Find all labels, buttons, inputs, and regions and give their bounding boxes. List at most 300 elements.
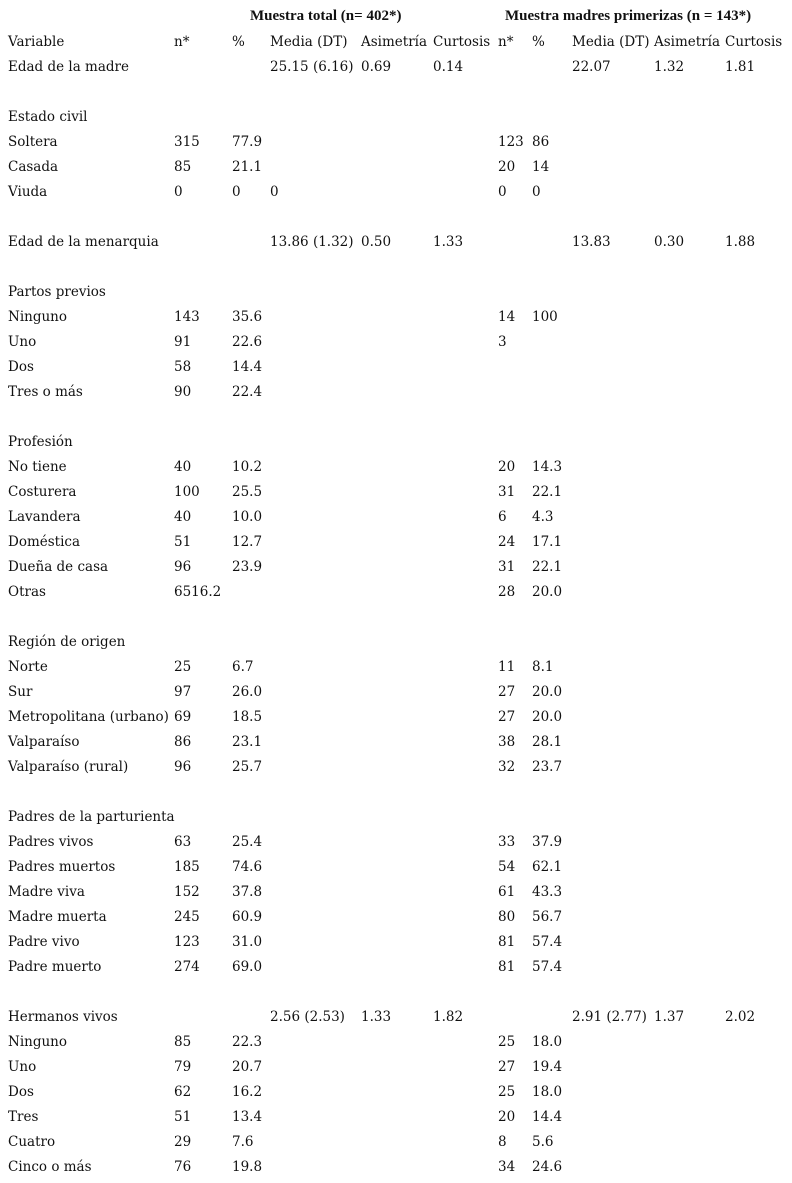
table-cell bbox=[232, 229, 270, 254]
table-row bbox=[0, 629, 792, 654]
table-cell: 315 bbox=[174, 133, 200, 150]
row-label: Cinco o más bbox=[8, 1158, 92, 1175]
spacer-row bbox=[0, 204, 792, 229]
table-cell bbox=[572, 1129, 654, 1154]
table-cell: 10.0 bbox=[232, 508, 263, 525]
table-cell: 20.0 bbox=[532, 683, 563, 700]
table-cell bbox=[572, 1154, 654, 1179]
table-cell: 143 bbox=[174, 308, 200, 325]
table-cell bbox=[654, 279, 725, 304]
table-cell: 20.0 bbox=[532, 708, 563, 725]
table-cell bbox=[654, 554, 725, 579]
table-cell bbox=[725, 454, 792, 479]
table-cell bbox=[433, 479, 498, 504]
table-cell: 40 bbox=[174, 508, 192, 525]
table-cell bbox=[433, 104, 498, 129]
row-label: Casada bbox=[8, 158, 59, 175]
table-cell bbox=[361, 704, 433, 729]
table-row bbox=[0, 1129, 792, 1154]
table-cell bbox=[433, 854, 498, 879]
table-cell bbox=[433, 279, 498, 304]
table-cell bbox=[725, 904, 792, 929]
table-row bbox=[0, 929, 792, 954]
table-cell bbox=[654, 854, 725, 879]
table-cell: 245 bbox=[174, 908, 200, 925]
table-cell bbox=[654, 704, 725, 729]
table-cell bbox=[725, 1054, 792, 1079]
row-label: Padre vivo bbox=[8, 933, 80, 950]
table-cell: 22.3 bbox=[232, 1033, 263, 1050]
table-cell bbox=[232, 104, 270, 129]
table-row bbox=[0, 1154, 792, 1179]
table-cell bbox=[572, 704, 654, 729]
spacer-cell bbox=[0, 79, 792, 104]
table-cell: 17.1 bbox=[532, 533, 563, 550]
table-cell bbox=[270, 854, 361, 879]
table-cell bbox=[270, 704, 361, 729]
table-cell bbox=[572, 829, 654, 854]
spacer-cell bbox=[0, 979, 792, 1004]
row-label: Madre muerta bbox=[8, 908, 107, 925]
table-cell bbox=[361, 954, 433, 979]
table-cell bbox=[572, 679, 654, 704]
table-cell: 19.8 bbox=[232, 1158, 263, 1175]
table-body bbox=[0, 54, 792, 1179]
table-cell bbox=[654, 1054, 725, 1079]
table-cell bbox=[361, 104, 433, 129]
table-cell bbox=[232, 629, 270, 654]
table-cell: 2.02 bbox=[725, 1008, 756, 1025]
table-cell bbox=[174, 429, 232, 454]
table-cell bbox=[270, 904, 361, 929]
row-label: Hermanos vivos bbox=[8, 1008, 118, 1025]
table-cell bbox=[270, 1104, 361, 1129]
row-label: Sur bbox=[8, 683, 33, 700]
table-cell bbox=[532, 54, 572, 79]
table-cell: 0 bbox=[532, 183, 541, 200]
table-cell: 43.3 bbox=[532, 883, 563, 900]
table-cell: 22.4 bbox=[232, 383, 263, 400]
table-cell bbox=[725, 179, 792, 204]
table-cell bbox=[725, 354, 792, 379]
table-cell bbox=[433, 529, 498, 554]
table-cell bbox=[725, 1104, 792, 1129]
table-cell bbox=[270, 479, 361, 504]
table-cell bbox=[654, 829, 725, 854]
table-cell: 25 bbox=[498, 1083, 516, 1100]
table-cell bbox=[654, 729, 725, 754]
table-row bbox=[0, 1079, 792, 1104]
row-label: Uno bbox=[8, 1058, 37, 1075]
table-cell: 1.33 bbox=[433, 233, 464, 250]
table-cell bbox=[725, 704, 792, 729]
table-cell bbox=[572, 1029, 654, 1054]
table-cell bbox=[725, 729, 792, 754]
table-cell bbox=[270, 429, 361, 454]
column-header: n* bbox=[174, 33, 190, 50]
row-label: Valparaíso bbox=[8, 733, 80, 750]
table-cell: 1.82 bbox=[433, 1008, 464, 1025]
table-cell: 14 bbox=[532, 158, 550, 175]
table-row bbox=[0, 129, 792, 154]
table-cell bbox=[654, 104, 725, 129]
table-cell bbox=[572, 329, 654, 354]
table-cell: 13.86 (1.32) bbox=[270, 233, 354, 250]
table-cell bbox=[433, 704, 498, 729]
table-cell bbox=[232, 54, 270, 79]
row-label: Dos bbox=[8, 358, 34, 375]
table-row bbox=[0, 1104, 792, 1129]
column-header: Asimetría bbox=[361, 33, 428, 50]
table-cell: 61 bbox=[498, 883, 516, 900]
table-cell bbox=[361, 1129, 433, 1154]
table-cell: 10.2 bbox=[232, 458, 263, 475]
table-cell: 1.32 bbox=[654, 58, 685, 75]
table-cell bbox=[654, 754, 725, 779]
row-label: Viuda bbox=[8, 183, 48, 200]
table-cell bbox=[654, 654, 725, 679]
table-cell bbox=[361, 929, 433, 954]
table-cell bbox=[654, 1104, 725, 1129]
spacer-cell bbox=[0, 404, 792, 429]
table-row bbox=[0, 1054, 792, 1079]
table-cell bbox=[361, 629, 433, 654]
table-cell: 22.6 bbox=[232, 333, 263, 350]
table-cell: 96 bbox=[174, 558, 192, 575]
table-cell bbox=[361, 179, 433, 204]
table-cell bbox=[654, 429, 725, 454]
table-cell bbox=[725, 1154, 792, 1179]
table-cell: 31 bbox=[498, 483, 516, 500]
table-row bbox=[0, 529, 792, 554]
table-cell: 8.1 bbox=[532, 658, 554, 675]
table-cell bbox=[572, 629, 654, 654]
table-cell bbox=[498, 379, 532, 404]
column-header: n* bbox=[498, 33, 514, 50]
table-cell bbox=[572, 479, 654, 504]
row-label: Tres o más bbox=[8, 383, 83, 400]
table-cell: 5.6 bbox=[532, 1133, 554, 1150]
table-cell bbox=[725, 279, 792, 304]
table-cell bbox=[270, 304, 361, 329]
table-cell: 32 bbox=[498, 758, 516, 775]
column-header: Asimetría bbox=[654, 33, 721, 50]
table-cell bbox=[361, 279, 433, 304]
table-cell bbox=[361, 354, 433, 379]
table-row bbox=[0, 354, 792, 379]
table-cell: 24 bbox=[498, 533, 516, 550]
table-cell: 25 bbox=[174, 658, 192, 675]
column-header: Curtosis bbox=[725, 33, 783, 50]
table-cell bbox=[361, 554, 433, 579]
table-cell bbox=[174, 279, 232, 304]
table-row bbox=[0, 179, 792, 204]
table-row bbox=[0, 379, 792, 404]
column-header: % bbox=[532, 33, 545, 50]
spacer-cell bbox=[0, 204, 792, 229]
table-cell bbox=[532, 329, 572, 354]
table-cell bbox=[654, 679, 725, 704]
row-label: Costurera bbox=[8, 483, 77, 500]
table-cell: 20.7 bbox=[232, 1058, 263, 1075]
table-cell: 8 bbox=[498, 1133, 507, 1150]
table-row bbox=[0, 104, 792, 129]
table-cell: 24.6 bbox=[532, 1158, 563, 1175]
row-label: Doméstica bbox=[8, 533, 81, 550]
table-cell: 80 bbox=[498, 908, 516, 925]
table-cell bbox=[361, 379, 433, 404]
table-cell bbox=[572, 304, 654, 329]
table-cell: 0.14 bbox=[433, 58, 464, 75]
table-cell: 25.5 bbox=[232, 483, 263, 500]
column-header: % bbox=[232, 33, 245, 50]
table-cell bbox=[270, 554, 361, 579]
table-cell: 31.0 bbox=[232, 933, 263, 950]
table-cell: 69.0 bbox=[232, 958, 263, 975]
row-label: Región de origen bbox=[8, 633, 126, 650]
table-cell bbox=[654, 329, 725, 354]
table-cell bbox=[270, 1129, 361, 1154]
table-cell bbox=[572, 729, 654, 754]
table-cell: 57.4 bbox=[532, 933, 563, 950]
table-cell bbox=[654, 929, 725, 954]
table-cell: 69 bbox=[174, 708, 192, 725]
table-cell bbox=[725, 1079, 792, 1104]
table-cell: 62 bbox=[174, 1083, 192, 1100]
table-cell: 18.0 bbox=[532, 1033, 563, 1050]
table-cell: 54 bbox=[498, 858, 516, 875]
table-cell bbox=[572, 1104, 654, 1129]
table-cell: 6.7 bbox=[232, 658, 254, 675]
table-cell bbox=[174, 229, 232, 254]
table-cell bbox=[725, 854, 792, 879]
row-label: Profesión bbox=[8, 433, 73, 450]
table-row bbox=[0, 1004, 792, 1029]
table-cell bbox=[270, 354, 361, 379]
table-cell: 86 bbox=[174, 733, 192, 750]
table-cell: 20 bbox=[498, 1108, 516, 1125]
table-cell bbox=[270, 1154, 361, 1179]
table-cell bbox=[361, 1104, 433, 1129]
table-cell bbox=[654, 804, 725, 829]
table-row bbox=[0, 804, 792, 829]
table-cell bbox=[725, 879, 792, 904]
spacer-row bbox=[0, 254, 792, 279]
table-cell bbox=[498, 1004, 532, 1029]
table-row bbox=[0, 429, 792, 454]
table-cell bbox=[270, 654, 361, 679]
table-cell bbox=[270, 754, 361, 779]
table-cell: 123 bbox=[498, 133, 524, 150]
spacer-row bbox=[0, 604, 792, 629]
table-cell: 29 bbox=[174, 1133, 192, 1150]
table-cell bbox=[270, 679, 361, 704]
table-cell bbox=[532, 354, 572, 379]
table-cell bbox=[270, 829, 361, 854]
table-cell bbox=[361, 1029, 433, 1054]
table-cell: 185 bbox=[174, 858, 200, 875]
table-cell bbox=[725, 329, 792, 354]
table-cell: 123 bbox=[174, 933, 200, 950]
row-label: Lavandera bbox=[8, 508, 81, 525]
table-cell bbox=[270, 129, 361, 154]
row-label: Otras bbox=[8, 583, 46, 600]
row-label: Padre muerto bbox=[8, 958, 102, 975]
table-cell: 2.56 (2.53) bbox=[270, 1008, 345, 1025]
table-cell bbox=[572, 504, 654, 529]
table-cell: 26.0 bbox=[232, 683, 263, 700]
table-cell: 27 bbox=[498, 708, 516, 725]
table-row bbox=[0, 1029, 792, 1054]
table-cell bbox=[572, 879, 654, 904]
table-cell bbox=[433, 504, 498, 529]
table-row bbox=[0, 154, 792, 179]
table-cell: 20 bbox=[498, 458, 516, 475]
table-cell bbox=[498, 354, 532, 379]
row-label: Dueña de casa bbox=[8, 558, 109, 575]
table-cell bbox=[270, 379, 361, 404]
row-label: Norte bbox=[8, 658, 48, 675]
table-cell: 28.1 bbox=[532, 733, 563, 750]
table-cell bbox=[174, 804, 232, 829]
table-cell bbox=[232, 579, 270, 604]
row-label: Padres vivos bbox=[8, 833, 94, 850]
spacer-row bbox=[0, 779, 792, 804]
table-cell bbox=[433, 1104, 498, 1129]
table-cell: 19.4 bbox=[532, 1058, 563, 1075]
table-cell: 23.1 bbox=[232, 733, 263, 750]
table-cell bbox=[572, 129, 654, 154]
table-cell: 37.8 bbox=[232, 883, 263, 900]
table-cell bbox=[433, 754, 498, 779]
table-cell bbox=[270, 154, 361, 179]
spacer-row bbox=[0, 979, 792, 1004]
row-label: Tres bbox=[8, 1108, 39, 1125]
table-cell bbox=[725, 629, 792, 654]
table-row bbox=[0, 279, 792, 304]
table-cell bbox=[572, 529, 654, 554]
row-label: No tiene bbox=[8, 458, 67, 475]
table-cell: 77.9 bbox=[232, 133, 263, 150]
table-cell bbox=[433, 454, 498, 479]
table-cell: 35.6 bbox=[232, 308, 263, 325]
table-cell: 1.33 bbox=[361, 1008, 392, 1025]
table-cell: 1.81 bbox=[725, 58, 756, 75]
table-cell bbox=[174, 104, 232, 129]
table-cell bbox=[725, 754, 792, 779]
table-cell bbox=[572, 554, 654, 579]
table-cell bbox=[174, 1004, 232, 1029]
table-cell: 23.9 bbox=[232, 558, 263, 575]
column-header-row bbox=[0, 29, 792, 54]
table-cell bbox=[498, 279, 532, 304]
table-cell bbox=[725, 579, 792, 604]
table-row bbox=[0, 679, 792, 704]
table-cell: 274 bbox=[174, 958, 200, 975]
table-cell bbox=[174, 629, 232, 654]
table-cell: 18.0 bbox=[532, 1083, 563, 1100]
table-cell bbox=[572, 654, 654, 679]
table-cell bbox=[361, 429, 433, 454]
table-row bbox=[0, 829, 792, 854]
table-cell bbox=[361, 729, 433, 754]
table-cell bbox=[498, 629, 532, 654]
table-cell bbox=[433, 154, 498, 179]
table-cell bbox=[498, 429, 532, 454]
table-cell: 51 bbox=[174, 1108, 192, 1125]
table-cell bbox=[572, 279, 654, 304]
table-cell bbox=[433, 579, 498, 604]
table-cell bbox=[270, 504, 361, 529]
table-row bbox=[0, 754, 792, 779]
table-cell bbox=[270, 579, 361, 604]
table-cell: 63 bbox=[174, 833, 192, 850]
table-cell bbox=[498, 804, 532, 829]
table-cell: 57.4 bbox=[532, 958, 563, 975]
table-cell: 27 bbox=[498, 683, 516, 700]
spacer-cell bbox=[0, 254, 792, 279]
table-cell: 0 bbox=[174, 183, 183, 200]
table-cell bbox=[433, 904, 498, 929]
table-cell: 0.50 bbox=[361, 233, 392, 250]
table-cell: 0.69 bbox=[361, 58, 392, 75]
table-cell bbox=[361, 304, 433, 329]
table-cell bbox=[654, 579, 725, 604]
table-cell bbox=[361, 829, 433, 854]
table-cell bbox=[433, 329, 498, 354]
table-cell bbox=[654, 179, 725, 204]
table-cell bbox=[361, 854, 433, 879]
table-cell: 0.30 bbox=[654, 233, 685, 250]
group-header-primerizas: Muestra madres primerizas (n = 143*) bbox=[505, 8, 752, 24]
table-cell bbox=[270, 1054, 361, 1079]
table-cell bbox=[572, 154, 654, 179]
table-cell bbox=[270, 104, 361, 129]
table-cell bbox=[433, 829, 498, 854]
table-row bbox=[0, 954, 792, 979]
table-cell bbox=[232, 279, 270, 304]
table-cell bbox=[572, 429, 654, 454]
row-label: Edad de la madre bbox=[8, 58, 129, 75]
table-cell bbox=[270, 729, 361, 754]
table-cell bbox=[270, 529, 361, 554]
table-cell bbox=[361, 804, 433, 829]
table-cell bbox=[654, 904, 725, 929]
table-cell: 85 bbox=[174, 158, 192, 175]
table-cell bbox=[232, 804, 270, 829]
table-cell bbox=[270, 1079, 361, 1104]
table-cell bbox=[232, 1004, 270, 1029]
spacer-row bbox=[0, 79, 792, 104]
table-cell: 27 bbox=[498, 1058, 516, 1075]
table-cell: 58 bbox=[174, 358, 192, 375]
table-row bbox=[0, 304, 792, 329]
table-cell: 22.1 bbox=[532, 558, 563, 575]
row-label: Padres de la parturienta bbox=[8, 808, 175, 825]
table-row bbox=[0, 579, 792, 604]
table-cell bbox=[654, 304, 725, 329]
table-cell bbox=[654, 1029, 725, 1054]
table-row bbox=[0, 904, 792, 929]
table-cell: 97 bbox=[174, 683, 192, 700]
table-cell: 20 bbox=[498, 158, 516, 175]
table-cell bbox=[572, 579, 654, 604]
table-row bbox=[0, 729, 792, 754]
table-cell bbox=[433, 379, 498, 404]
table-cell: 100 bbox=[174, 483, 200, 500]
table-cell bbox=[572, 854, 654, 879]
table-cell: 96 bbox=[174, 758, 192, 775]
